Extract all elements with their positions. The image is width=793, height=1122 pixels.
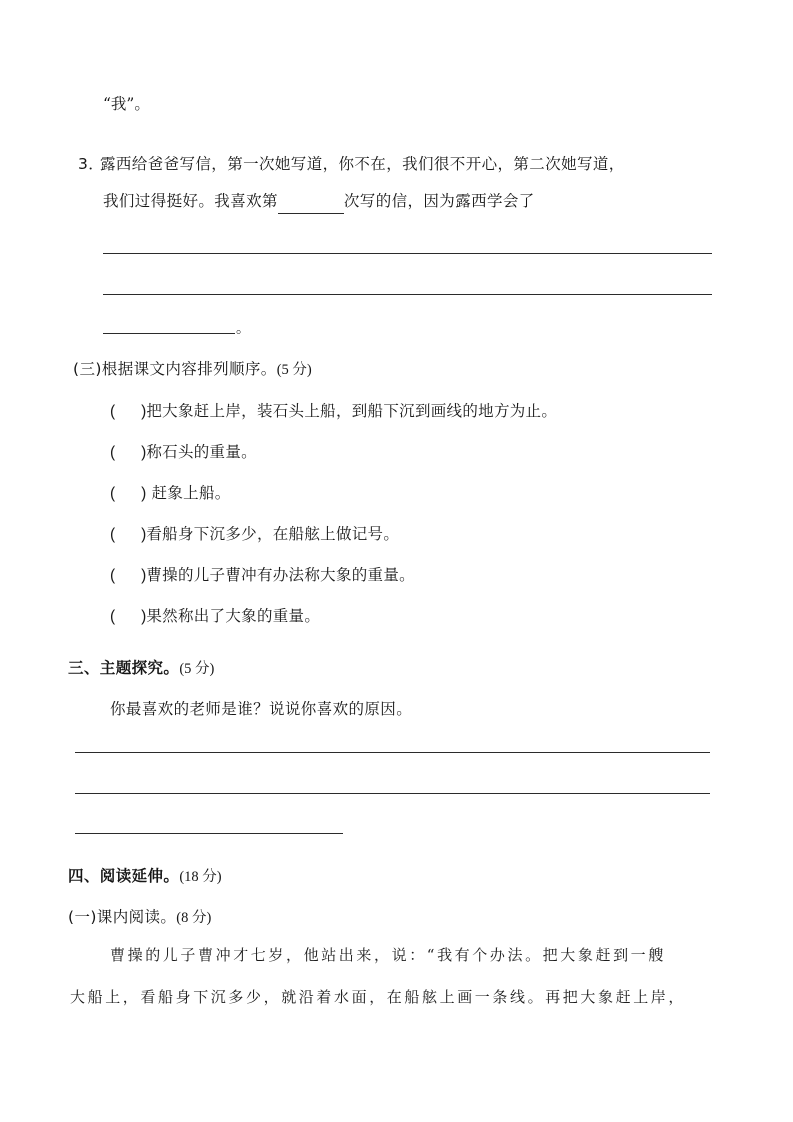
- list-item[interactable]: [110, 399, 557, 421]
- question-3-line-1: 露西给爸爸写信，第一次她写道，你不在，我们很不开心，第二次她写道，: [100, 155, 625, 173]
- question-3-trailing-period: 。: [236, 321, 251, 337]
- section-four-heading-label: 四、阅读延伸。: [68, 867, 180, 885]
- question-3-line-2-after: 次写的信，因为露西学会了: [343, 192, 535, 210]
- bracket-close: ): [141, 485, 147, 502]
- list-item[interactable]: [110, 604, 320, 626]
- bracket-close: ): [141, 444, 147, 461]
- section-three-question: 你最喜欢的老师是谁？说说你喜欢的原因。: [110, 700, 413, 718]
- answer-rule-q3-1[interactable]: [103, 253, 712, 254]
- question-3-inline-blank[interactable]: [278, 195, 344, 214]
- bracket-close: ): [141, 608, 147, 625]
- list-item[interactable]: [110, 481, 231, 503]
- answer-rule-q3-3[interactable]: [103, 333, 235, 334]
- list-item[interactable]: [110, 522, 399, 544]
- bracket-close: ): [141, 526, 147, 543]
- bracket-open: (: [110, 485, 116, 502]
- bracket-close: ): [141, 403, 147, 420]
- bracket-open: (: [110, 608, 116, 625]
- list-item[interactable]: [110, 440, 257, 462]
- subsection-three-heading-score: (5 分): [276, 362, 312, 378]
- subsection-three-heading-label: (三)根据课文内容排列顺序。: [73, 360, 277, 378]
- list-item-label: 赶象上船。: [146, 484, 231, 502]
- list-item-label: 曹操的儿子曹冲有办法称大象的重量。: [146, 566, 415, 584]
- list-item[interactable]: [110, 563, 415, 585]
- list-item-label: 果然称出了大象的重量。: [146, 607, 321, 625]
- section-four-heading-score: (18 分): [179, 869, 222, 885]
- list-item-label: 称石头的重量。: [146, 443, 257, 461]
- bracket-open: (: [110, 403, 116, 420]
- section-four-heading: [68, 864, 222, 886]
- answer-rule-s3-1[interactable]: [75, 752, 710, 753]
- bracket-open: (: [110, 567, 116, 584]
- section-three-heading-label: 三、主题探究。: [68, 659, 180, 677]
- section-three-heading: [68, 656, 214, 678]
- question-3-line-2-before: 我们过得挺好。我喜欢第: [103, 192, 278, 210]
- subsection-three-heading: [73, 357, 312, 379]
- list-item-label: 把大象赶上岸，装石头上船，到船下沉到画线的地方为止。: [146, 402, 558, 420]
- passage-line-2: 大船上，看船身下沉多少，就沿着水面，在船舷上画一条线。再把大象赶上岸，: [70, 988, 687, 1006]
- answer-rule-q3-2[interactable]: [103, 294, 712, 295]
- section-three-heading-score: (5 分): [179, 661, 215, 677]
- bracket-open: (: [110, 444, 116, 461]
- question-3-number: 3．: [78, 155, 105, 173]
- section-four-subheading-score: (8 分): [176, 910, 212, 926]
- section-four-subheading: [68, 905, 211, 927]
- bracket-open: (: [110, 526, 116, 543]
- bracket-close: ): [141, 567, 147, 584]
- answer-rule-s3-2[interactable]: [75, 793, 710, 794]
- answer-rule-s3-3[interactable]: [75, 833, 343, 834]
- section-four-subheading-label: (一)课内阅读。: [68, 908, 177, 926]
- passage-line-1: 曹操的儿子曹冲才七岁，他站出来，说：“我有个办法。把大象赶到一艘: [110, 946, 666, 964]
- question-3-line-2: [103, 189, 535, 214]
- list-item-label: 看船身下沉多少，在船舷上做记号。: [146, 525, 400, 543]
- top-fragment-text: “我”。: [103, 95, 150, 113]
